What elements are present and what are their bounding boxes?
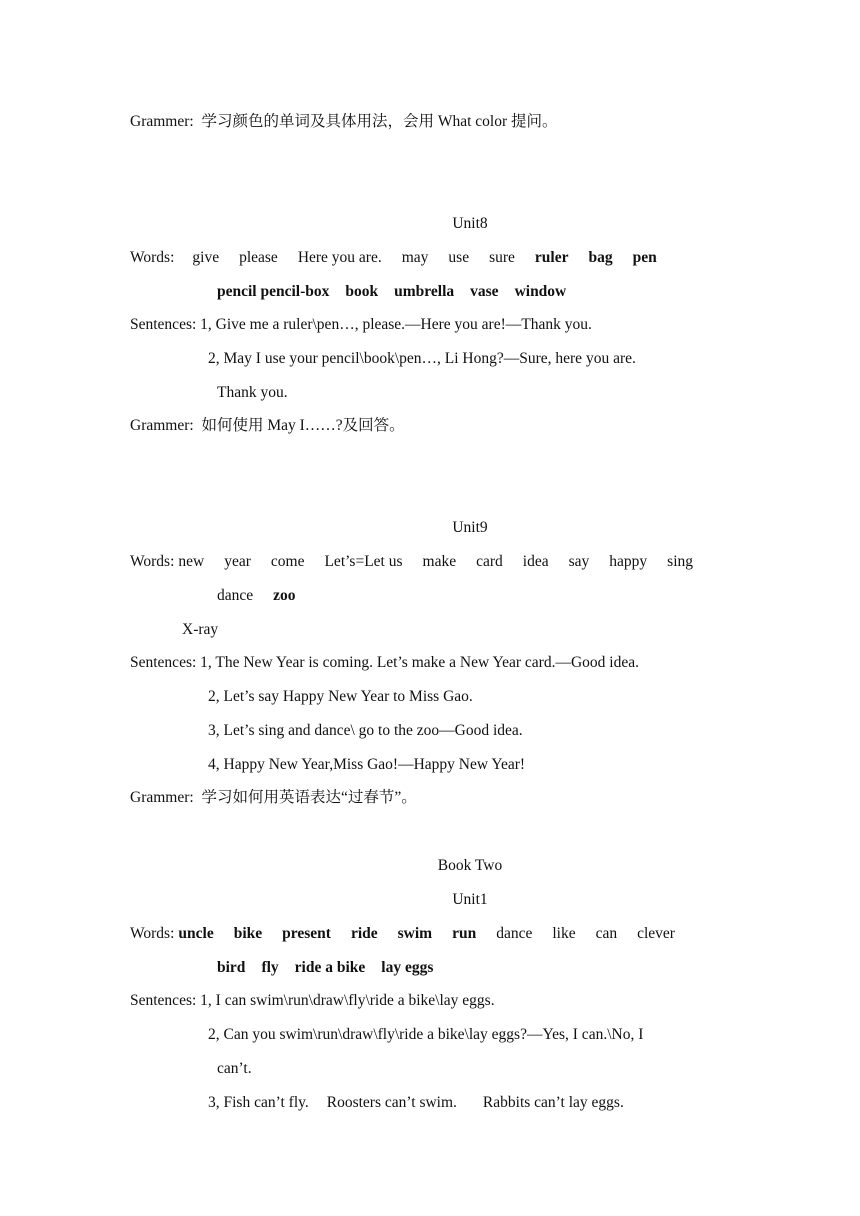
sentences-label: Sentences:	[130, 316, 197, 333]
word: Let’s=Let us	[324, 553, 403, 570]
unit9-sentence-2: 2, Let’s say Happy New Year to Miss Gao.	[208, 688, 473, 705]
grammar-label: Grammer:	[130, 789, 194, 806]
word: bag	[588, 249, 613, 266]
word: bird	[217, 959, 246, 976]
word: pencil pencil-box	[217, 283, 330, 300]
sentence-part: 3, Fish can’t fly.	[208, 1094, 309, 1111]
unit8-words-line1	[130, 248, 677, 268]
word: book	[345, 283, 379, 300]
sentence: 1, The New Year is coming. Let’s make a New Year card.—Good idea.	[200, 654, 639, 671]
unit8-heading: Unit8	[452, 215, 488, 232]
sentences-label: Sentences:	[130, 992, 197, 1009]
unit9-words-line2	[217, 586, 316, 606]
word: ride a bike	[294, 959, 366, 976]
sentences-label: Sentences:	[130, 654, 197, 671]
word: like	[552, 925, 576, 942]
unit9-sentence-1	[130, 653, 639, 673]
word: fly	[261, 959, 279, 976]
unit9-grammar	[130, 788, 417, 808]
word: lay eggs	[381, 959, 434, 976]
unit9-words-line1	[130, 552, 713, 572]
word: dance	[496, 925, 533, 942]
word: happy	[609, 553, 648, 570]
word: dance	[217, 587, 254, 604]
grammar-text: 如何使用 May I……?及回答。	[201, 417, 405, 434]
word: pen	[632, 249, 657, 266]
grammar-label: Grammer:	[130, 113, 194, 130]
unit8-words-line2	[217, 282, 586, 302]
word: run	[452, 925, 477, 942]
words-label: Words:	[130, 249, 175, 266]
book-two-unit1-words-line1	[130, 924, 695, 944]
word: use	[448, 249, 470, 266]
word: present	[282, 925, 331, 942]
word: give	[192, 249, 220, 266]
book-two-heading: Book Two	[437, 857, 503, 874]
unit8-sentence-2: 2, May I use your pencil\book\pen…, Li Hong?—Sure, here you are.	[208, 350, 636, 367]
word: idea	[522, 553, 549, 570]
word: year	[224, 553, 251, 570]
word: please	[239, 249, 278, 266]
word: make	[422, 553, 457, 570]
grammar-text: 学习如何用英语表达“过春节”。	[201, 789, 417, 806]
word: clever	[637, 925, 675, 942]
book-two-unit1-words-line2	[217, 958, 453, 978]
unit9-sentence-4: 4, Happy New Year,Miss Gao!—Happy New Year!	[208, 756, 526, 773]
unit8-grammar	[130, 416, 405, 436]
words-label: Words:	[130, 925, 175, 942]
word: sing	[667, 553, 693, 570]
word: window	[514, 283, 567, 300]
words-label: Words:	[130, 553, 175, 570]
unit8-sentence-1	[130, 315, 592, 335]
unit9-xray: X-ray	[182, 621, 219, 638]
word: sure	[489, 249, 515, 266]
word: zoo	[273, 587, 296, 604]
word: say	[568, 553, 590, 570]
grammar-label: Grammer:	[130, 417, 194, 434]
word: umbrella	[394, 283, 455, 300]
word: bike	[233, 925, 263, 942]
word: ride	[350, 925, 378, 942]
unit9-heading: Unit9	[452, 519, 488, 536]
word: new	[178, 553, 205, 570]
book-two-unit1-sentence-1	[130, 991, 495, 1011]
word: vase	[470, 283, 499, 300]
word: Here you are.	[297, 249, 382, 266]
book-two-unit1-sentence-3	[208, 1093, 624, 1113]
book-two-unit1-sentence-2: 2, Can you swim\run\draw\fly\ride a bike\lay eggs?—Yes, I can.\No, I	[208, 1026, 644, 1043]
grammar-text: 学习颜色的单词及具体用法，会用 What color 提问。	[201, 113, 558, 130]
grammar-line	[130, 112, 558, 132]
book-two-unit1-heading: Unit1	[452, 891, 488, 908]
word: ruler	[534, 249, 569, 266]
book-two-unit1-sentence-2-cont: can’t.	[217, 1060, 252, 1077]
word: swim	[397, 925, 433, 942]
word: can	[595, 925, 618, 942]
sentence-part: Rabbits can’t lay eggs.	[482, 1094, 624, 1111]
word: may	[401, 249, 429, 266]
word: come	[270, 553, 305, 570]
unit8-sentence-2-cont: Thank you.	[217, 384, 288, 401]
unit9-sentence-3: 3, Let’s sing and dance\ go to the zoo—Good idea.	[208, 722, 523, 739]
word: card	[476, 553, 503, 570]
sentence-part: Roosters can’t swim.	[326, 1094, 457, 1111]
sentence: 1, I can swim\run\draw\fly\ride a bike\lay eggs.	[200, 992, 495, 1009]
sentence: 1, Give me a ruler\pen…, please.—Here you are!—Thank you.	[200, 316, 592, 333]
word: uncle	[178, 925, 214, 942]
